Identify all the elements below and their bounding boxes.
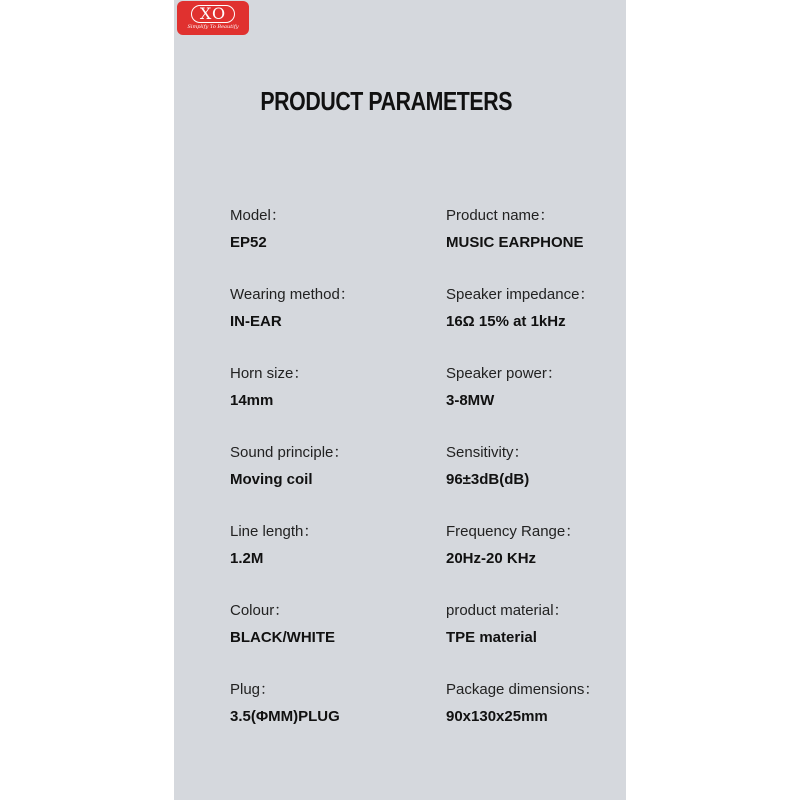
parameter-value: 90x130x25mm (446, 708, 548, 725)
parameter-wearing-method (230, 284, 355, 333)
parameter-label: Package dimensions： (446, 681, 600, 698)
parameter-product-material (446, 600, 569, 649)
parameter-label: Plug： (230, 681, 276, 698)
page-title: PRODUCT PARAMETERS (260, 86, 512, 116)
parameter-label: Sound principle： (230, 444, 349, 461)
parameter-label: Product name： (446, 207, 555, 224)
parameter-package-dimensions (446, 679, 599, 728)
parameter-label: Speaker impedance： (446, 286, 595, 303)
parameter-row (174, 600, 626, 679)
logo-mark: XO (191, 5, 235, 23)
parameter-sensitivity (446, 442, 529, 491)
brand-logo (177, 1, 249, 35)
parameter-value: 3-8MW (446, 392, 495, 409)
parameter-label: Frequency Range： (446, 523, 581, 540)
product-parameters-page (174, 0, 626, 800)
parameter-value: Moving coil (230, 471, 313, 488)
logo-tagline: Simplify To Beautify (187, 24, 239, 30)
parameter-value: BLACK/WHITE (230, 629, 335, 646)
parameter-label: Model： (230, 207, 286, 224)
parameter-label: Colour： (230, 602, 290, 619)
parameter-label: Sensitivity： (446, 444, 529, 461)
parameter-value: 14mm (230, 392, 274, 409)
parameter-line-length (230, 521, 318, 570)
parameter-model (230, 205, 286, 254)
parameter-sound-principle (230, 442, 348, 491)
parameter-value: MUSIC EARPHONE (446, 234, 584, 251)
parameter-value: 3.5(ΦMM)PLUG (230, 708, 340, 725)
parameter-label: Line length： (230, 523, 319, 540)
parameter-plug (230, 679, 340, 728)
parameter-value: IN-EAR (230, 313, 282, 330)
parameter-row (174, 521, 626, 600)
parameter-horn-size (230, 363, 308, 412)
parameter-colour (230, 600, 335, 649)
parameter-speaker-power (446, 363, 562, 412)
parameter-label: product material： (446, 602, 569, 619)
parameter-row (174, 284, 626, 363)
parameter-value: 96±3dB(dB) (446, 471, 530, 488)
parameter-label: Speaker power： (446, 365, 562, 382)
parameter-grid (174, 205, 626, 758)
parameter-row (174, 442, 626, 521)
parameter-row (174, 679, 626, 758)
parameter-speaker-impedance (446, 284, 594, 333)
parameter-label: Horn size： (230, 365, 309, 382)
parameter-value: 16Ω 15% at 1kHz (446, 313, 566, 330)
parameter-product-name (446, 205, 584, 254)
parameter-row (174, 363, 626, 442)
parameter-value: EP52 (230, 234, 267, 251)
parameter-label: Wearing method： (230, 286, 355, 303)
parameter-value: 20Hz-20 KHz (446, 550, 537, 567)
parameter-value: 1.2M (230, 550, 264, 567)
parameter-value: TPE material (446, 629, 537, 646)
parameter-frequency-range (446, 521, 580, 570)
parameter-row (174, 205, 626, 284)
